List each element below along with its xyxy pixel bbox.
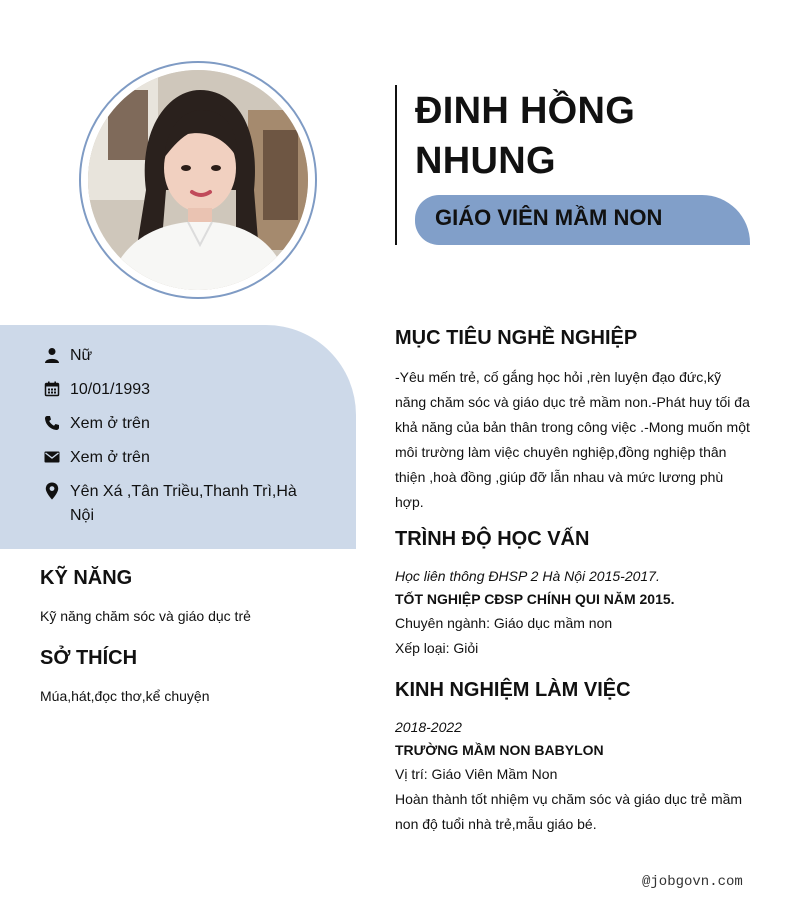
skills-text: Kỹ năng chăm sóc và giáo dục trẻ [40, 608, 251, 624]
name-line-2: NHUNG [415, 140, 556, 182]
experience-heading: KINH NGHIỆM LÀM VIỆC [395, 679, 631, 701]
job-title: GIÁO VIÊN MẦM NON [435, 205, 663, 230]
birthdate-value: 10/01/1993 [70, 381, 151, 398]
objective-text: -Yêu mến trẻ, cố gắng học hỏi ,rèn luyện đạo đức,kỹ năng chăm sóc và giáo dục trẻ mầm non.-Phát huy tối đa khả năng của bản thân trong công việc .-Mong muốn một môi trường làm việc chuyên nghiệp,đồng nghiệp thân thiện ,hoà đồng ,giúp đỡ lẫn nhau và mức lương phù hợp. [395, 369, 750, 510]
full-name [415, 86, 755, 186]
info-email [40, 446, 310, 470]
experience-description: Hoàn thành tốt nhiệm vụ chăm sóc và giáo dục trẻ mầm non độ tuổi nhà trẻ,mẫu giáo bé. [395, 791, 743, 832]
portrait-image [88, 70, 308, 290]
hobbies-heading: SỞ THÍCH [40, 647, 138, 669]
person-icon [40, 345, 64, 365]
education-major: Chuyên ngành: Giáo dục mầm non [395, 615, 613, 631]
name-accent-bar [395, 85, 397, 245]
envelope-icon [40, 447, 64, 467]
objective-heading: MỤC TIÊU NGHỀ NGHIỆP [395, 327, 638, 349]
location-pin-icon [40, 481, 64, 501]
experience-period: 2018-2022 [395, 719, 462, 735]
info-gender [40, 344, 310, 368]
education-grade: Xếp loại: Giỏi [395, 640, 479, 656]
skills-heading: KỸ NĂNG [40, 567, 133, 589]
education-heading: TRÌNH ĐỘ HỌC VẤN [395, 528, 590, 550]
info-address [40, 480, 310, 528]
gender-value: Nữ [70, 347, 93, 364]
info-birthdate [40, 378, 310, 402]
email-value: Xem ở trên [70, 449, 150, 466]
avatar [88, 70, 308, 290]
phone-icon [40, 413, 64, 433]
address-value: Yên Xá ,Tân Triều,Thanh Trì,Hà Nội [70, 483, 297, 524]
education-degree: TỐT NGHIỆP CĐSP CHÍNH QUI NĂM 2015. [395, 591, 675, 607]
watermark: @jobgovn.com [642, 874, 743, 890]
experience-company: TRƯỜNG MẦM NON BABYLON [395, 742, 604, 758]
experience-position: Vị trí: Giáo Viên Mầm Non [395, 766, 558, 782]
calendar-icon [40, 379, 64, 399]
education-period: Học liên thông ĐHSP 2 Hà Nội 2015-2017. [395, 568, 660, 584]
name-line-1: ĐINH HỒNG [415, 90, 636, 132]
info-phone [40, 412, 310, 436]
phone-value: Xem ở trên [70, 415, 150, 432]
hobbies-text: Múa,hát,đọc thơ,kể chuyện [40, 688, 210, 704]
job-title-banner [415, 195, 750, 245]
